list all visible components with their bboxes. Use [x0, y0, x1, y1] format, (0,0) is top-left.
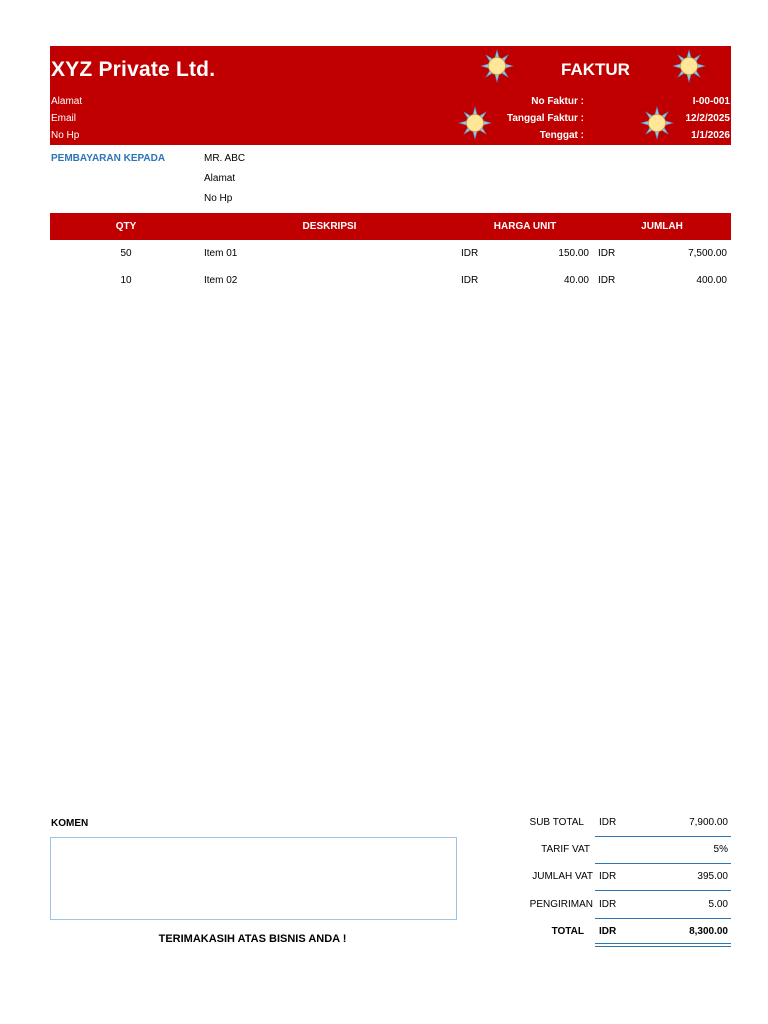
vat-rate-value: 5% [713, 844, 728, 855]
row-description: Item 01 [204, 248, 238, 259]
divider [595, 918, 731, 919]
subtotal-value: 7,900.00 [689, 817, 728, 828]
divider [595, 946, 731, 947]
subtotal-currency: IDR [599, 817, 617, 828]
invoice-header [50, 46, 731, 145]
row-unit-price: 40.00 [563, 275, 589, 286]
row-currency: IDR [461, 275, 479, 286]
document-title: FAKTUR [561, 60, 630, 79]
divider [595, 836, 731, 837]
divider [595, 943, 731, 944]
vat-amount-currency: IDR [599, 871, 617, 882]
column-header-unit-price: HARGA UNIT [493, 221, 557, 232]
column-header-amount: JUMLAH [641, 221, 683, 232]
row-qty: 10 [120, 275, 132, 286]
due-date-label: Tenggat : [539, 130, 584, 141]
vat-rate-row [500, 844, 731, 858]
vat-amount-value: 395.00 [697, 871, 728, 882]
vat-amount-row [500, 871, 731, 885]
invoice-number-label: No Faktur : [531, 96, 584, 107]
thank-you-message: TERIMAKASIH ATAS BISNIS ANDA ! [158, 933, 347, 945]
subtotal-row [500, 817, 731, 831]
shipping-label: PENGIRIMAN [529, 899, 593, 910]
invoice-date: 12/2/2025 [685, 113, 730, 124]
phone-label: No Hp [51, 130, 80, 141]
row-qty: 50 [120, 248, 132, 259]
email-label: Email [51, 113, 77, 124]
shipping-row [500, 899, 731, 913]
bill-to-name: MR. ABC [204, 153, 246, 164]
column-header-description: DESKRIPSI [302, 221, 357, 232]
total-row [500, 926, 731, 940]
row-amount: 400.00 [696, 275, 727, 286]
table-row [50, 275, 731, 289]
total-label: TOTAL [551, 926, 584, 937]
sun-icon [480, 49, 514, 83]
bill-to-address: Alamat [204, 173, 236, 184]
invoice-number: I-00-001 [692, 96, 730, 107]
company-name: XYZ Private Ltd. [51, 58, 216, 81]
row-amount: 7,500.00 [688, 248, 727, 259]
vat-amount-label: JUMLAH VAT [532, 871, 593, 882]
comments-box[interactable] [50, 837, 457, 920]
row-unit-price: 150.00 [558, 248, 589, 259]
row-currency: IDR [461, 248, 479, 259]
column-header-qty: QTY [115, 221, 137, 232]
vat-rate-label: TARIF VAT [541, 844, 590, 855]
items-table-header [50, 213, 731, 240]
subtotal-label: SUB TOTAL [529, 817, 584, 828]
table-row [50, 248, 731, 262]
divider [595, 863, 731, 864]
shipping-value: 5.00 [708, 899, 728, 910]
shipping-currency: IDR [599, 899, 617, 910]
row-description: Item 02 [204, 275, 238, 286]
bill-to-label: PEMBAYARAN KEPADA [51, 153, 166, 164]
row-currency: IDR [598, 248, 616, 259]
divider [595, 890, 731, 891]
sun-icon [458, 106, 492, 140]
sun-icon [672, 49, 706, 83]
due-date: 1/1/2026 [691, 130, 730, 141]
total-value: 8,300.00 [689, 926, 728, 937]
row-currency: IDR [598, 275, 616, 286]
invoice-date-label: Tanggal Faktur : [506, 113, 584, 124]
comments-label: KOMEN [51, 818, 89, 829]
address-label: Alamat [51, 96, 83, 107]
bill-to-phone: No Hp [204, 193, 233, 204]
total-currency: IDR [599, 926, 617, 937]
